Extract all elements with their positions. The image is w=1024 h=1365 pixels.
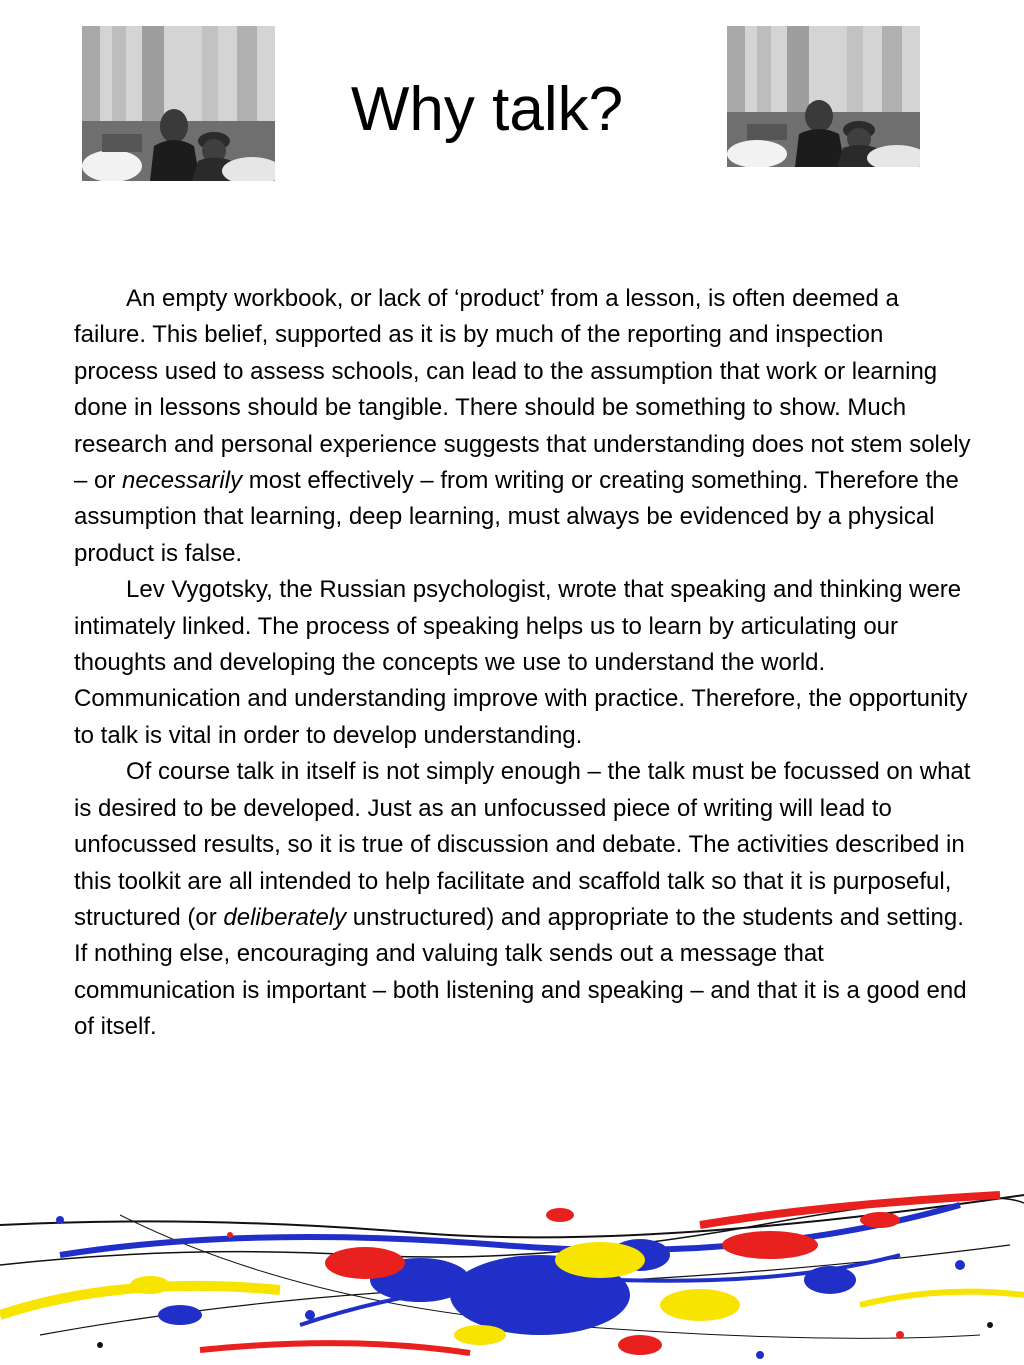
right-speaker-photo xyxy=(727,26,920,167)
speaker-photo-image xyxy=(82,26,275,181)
left-speaker-photo xyxy=(82,26,275,181)
paragraph-text: Lev Vygotsky, the Russian psychologist, wrote that speaking and thinking were intimately linked. The process of speaking helps us to learn by articulating our thoughts and developing the concepts we use to understand the world. Communication and understanding improve with practice. Therefore, the opportunity to talk is vital in order to develop understanding. xyxy=(74,576,968,749)
paragraph-text: An empty workbook, or lack of ‘product’ from a lesson, is often deemed a failure. This belief, supported as it is by much of the reporting and inspection process used to assess schools, can lead to the assumption that work or learning done in lessons should be tangible. There should be something to show. Much research and personal experience suggests that understanding does not stem solely – or xyxy=(74,285,971,495)
paragraph-text: Of course talk in itself is not simply enough – the talk must be focussed on what is desired to be developed. Just as an unfocussed piece of writing will lead to unfocussed results, so it is true of discussion and debate. The activities described in this toolkit are all intended to help facilitate and scaffold talk so that it is purposeful, structured (or xyxy=(74,758,971,931)
paragraph-vygotsky xyxy=(74,572,974,754)
paragraph-focussed-talk xyxy=(74,754,974,1045)
emphasis-word: deliberately xyxy=(223,903,347,931)
page-title: Why talk? xyxy=(350,75,624,144)
paragraph-text: most effectively – from writing or creating something. Therefore the assumption that learning, deep learning, must always be evidenced by a physical product is false. xyxy=(74,467,959,567)
paragraph-product xyxy=(74,281,974,572)
paint-splatter-image xyxy=(0,1185,1024,1365)
paint-splatter-decoration xyxy=(0,1185,1024,1365)
paragraph-text: unstructured) and appropriate to the students and setting. If nothing else, encouraging and valuing talk sends out a message that communication is important – both listening and speaking – and that it is a good end of itself. xyxy=(74,903,967,1041)
body-text xyxy=(74,281,974,1046)
speaker-photo-image xyxy=(727,26,920,167)
emphasis-word: necessarily xyxy=(122,467,243,495)
